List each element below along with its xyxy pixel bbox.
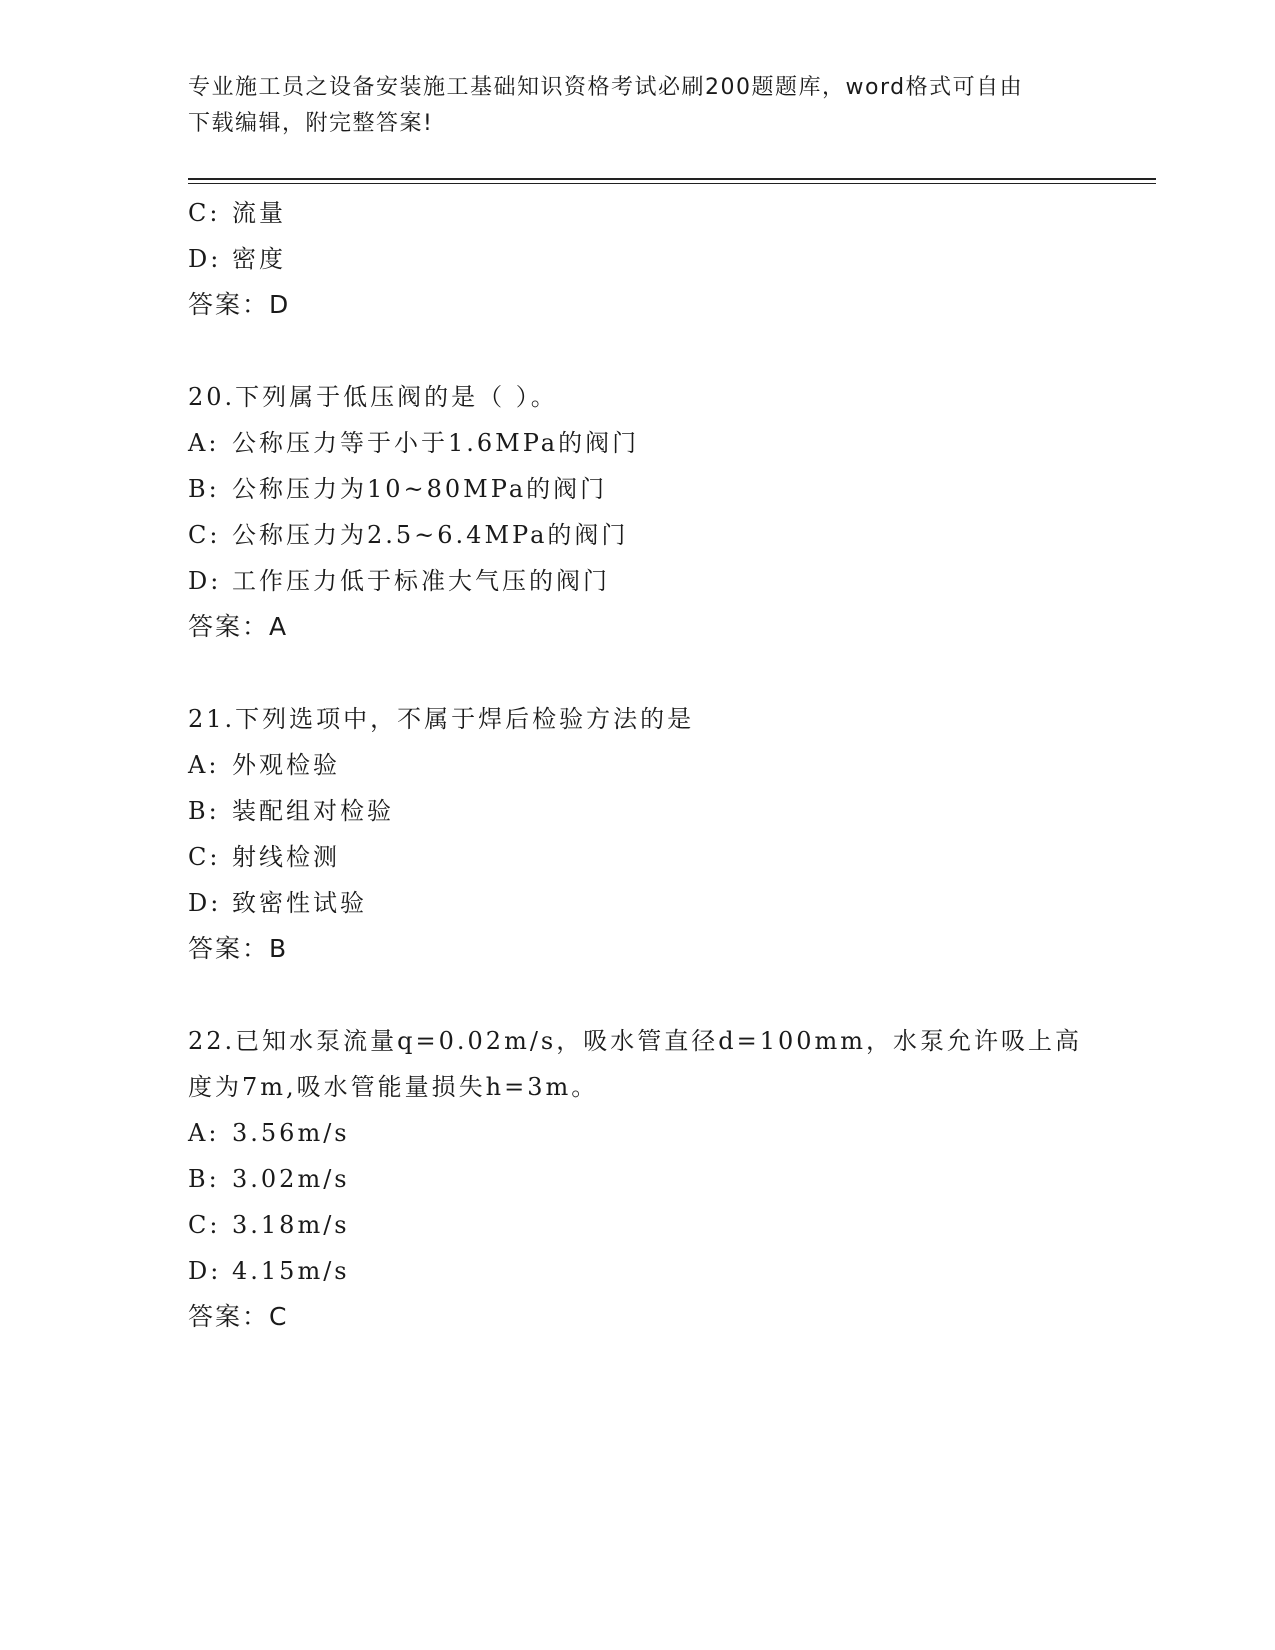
option-label: C: [188, 521, 221, 549]
option-label: D: [188, 1257, 222, 1285]
header-rule-thin [188, 183, 1156, 184]
option-label: B: [188, 1165, 220, 1193]
option-text: 公称压力等于小于1.6MPa的阀门 [232, 429, 640, 457]
option-text: 装配组对检验 [232, 797, 394, 825]
option-c [188, 190, 1148, 236]
option-text: 外观检验 [232, 751, 340, 779]
option-label: C: [188, 199, 221, 227]
document-header [188, 70, 1088, 142]
question-21 [188, 696, 1148, 972]
option-d [188, 236, 1148, 282]
question-19 [188, 190, 1148, 328]
question-stem-line-2: 度为7m,吸水管能量损失h=3m。 [188, 1073, 599, 1101]
option-d [188, 880, 1148, 926]
option-d [188, 558, 1148, 604]
option-label: C: [188, 1211, 221, 1239]
option-c [188, 1202, 1148, 1248]
option-text: 公称压力为10~80MPa的阀门 [232, 475, 608, 503]
option-a [188, 1110, 1148, 1156]
option-label: A: [188, 429, 220, 457]
option-label: D: [188, 245, 222, 273]
option-a [188, 420, 1148, 466]
option-b [188, 466, 1148, 512]
header-line-2: 下载编辑，附完整答案! [188, 111, 434, 136]
header-line-1: 专业施工员之设备安装施工基础知识资格考试必刷200题题库，word格式可自由 [188, 75, 1024, 100]
option-text: 密度 [232, 245, 286, 273]
question-stem: 20.下列属于低压阀的是（ ）。 [188, 383, 558, 411]
option-label: B: [188, 475, 220, 503]
option-text: 4.15m/s [232, 1257, 350, 1285]
option-b [188, 788, 1148, 834]
option-label: B: [188, 797, 220, 825]
question-stem-line-1: 22.已知水泵流量q=0.02m/s，吸水管直径d=100mm，水泵允许吸上高 [188, 1027, 1083, 1055]
header-rule-thick [188, 178, 1156, 180]
option-label: A: [188, 1119, 220, 1147]
option-text: 3.56m/s [232, 1119, 350, 1147]
option-label: A: [188, 751, 220, 779]
answer-line: 答案：B [188, 934, 289, 963]
option-label: D: [188, 567, 222, 595]
question-stem: 21.下列选项中，不属于焊后检验方法的是 [188, 705, 695, 733]
option-text: 工作压力低于标准大气压的阀门 [232, 567, 610, 595]
option-text: 流量 [232, 199, 286, 227]
option-text: 3.18m/s [232, 1211, 350, 1239]
option-label: C: [188, 843, 221, 871]
question-list [188, 190, 1148, 1340]
option-label: D: [188, 889, 222, 917]
option-b [188, 1156, 1148, 1202]
answer-line: 答案：D [188, 290, 291, 319]
option-a [188, 742, 1148, 788]
answer-line: 答案：C [188, 1302, 289, 1331]
option-text: 射线检测 [232, 843, 340, 871]
option-text: 公称压力为2.5~6.4MPa的阀门 [232, 521, 629, 549]
option-c [188, 834, 1148, 880]
option-c [188, 512, 1148, 558]
option-text: 致密性试验 [232, 889, 367, 917]
option-text: 3.02m/s [232, 1165, 350, 1193]
answer-line: 答案：A [188, 612, 289, 641]
option-d [188, 1248, 1148, 1294]
question-20 [188, 374, 1148, 650]
question-22 [188, 1018, 1148, 1340]
